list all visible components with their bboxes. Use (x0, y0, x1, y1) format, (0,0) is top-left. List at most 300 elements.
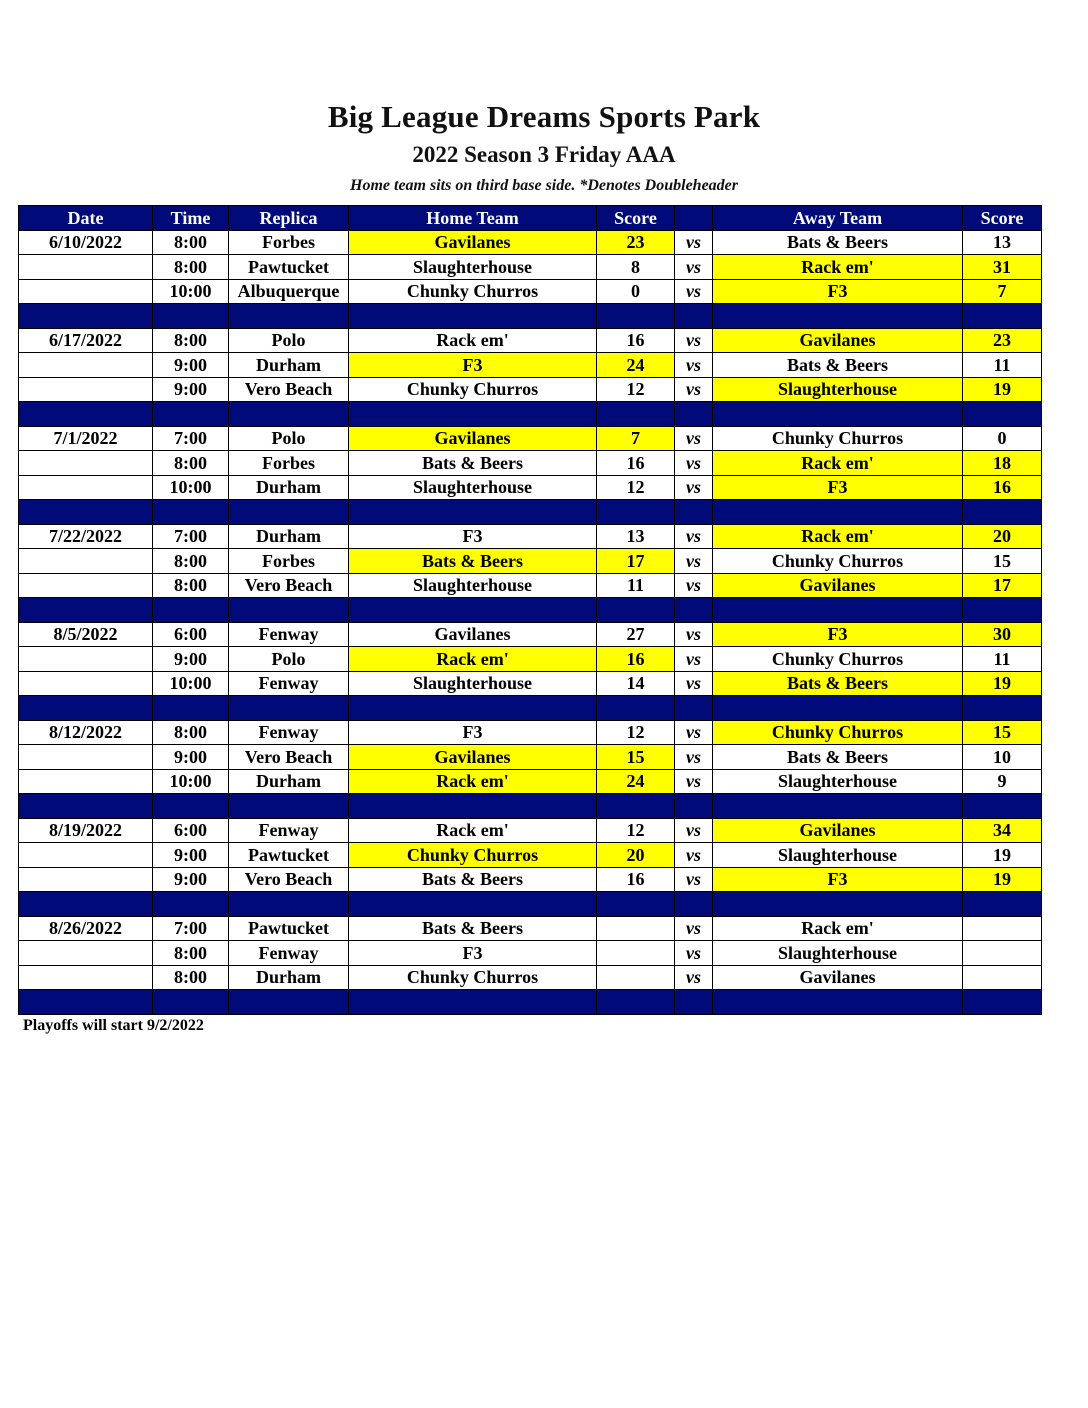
vs-cell: vs (675, 965, 713, 990)
week-separator-row (19, 304, 1042, 329)
column-header-home-team: Home Team (349, 206, 597, 231)
week-separator-row (19, 402, 1042, 427)
away-score-cell: 16 (963, 475, 1042, 500)
table-row (19, 328, 1042, 353)
date-cell: 6/10/2022 (19, 230, 153, 255)
away-team-cell: Gavilanes (713, 328, 963, 353)
schedule-body (19, 230, 1042, 1014)
table-row (19, 818, 1042, 843)
separator-cell (19, 892, 153, 917)
vs-cell: vs (675, 573, 713, 598)
table-row (19, 230, 1042, 255)
home-score-cell (597, 965, 675, 990)
home-team-cell: F3 (349, 353, 597, 378)
vs-cell: vs (675, 941, 713, 966)
home-team-cell: Chunky Churros (349, 843, 597, 868)
time-cell: 8:00 (153, 573, 229, 598)
separator-cell (229, 402, 349, 427)
separator-cell (675, 304, 713, 329)
schedule-table (18, 205, 1042, 1015)
vs-cell: vs (675, 328, 713, 353)
separator-cell (19, 598, 153, 623)
time-cell: 7:00 (153, 524, 229, 549)
column-header-date: Date (19, 206, 153, 231)
away-score-cell: 11 (963, 353, 1042, 378)
separator-cell (963, 696, 1042, 721)
separator-cell (713, 696, 963, 721)
away-team-cell: Slaughterhouse (713, 769, 963, 794)
separator-cell (19, 500, 153, 525)
away-score-cell: 17 (963, 573, 1042, 598)
home-team-cell: Rack em' (349, 769, 597, 794)
replica-cell: Pawtucket (229, 843, 349, 868)
separator-cell (963, 598, 1042, 623)
replica-cell: Vero Beach (229, 867, 349, 892)
time-cell: 8:00 (153, 941, 229, 966)
home-score-cell: 11 (597, 573, 675, 598)
schedule-note: Home team sits on third base side. *Denotes Doubleheader (350, 177, 738, 194)
replica-cell: Albuquerque (229, 279, 349, 304)
replica-cell: Polo (229, 328, 349, 353)
date-cell (19, 475, 153, 500)
separator-cell (19, 696, 153, 721)
away-score-cell: 15 (963, 720, 1042, 745)
home-score-cell (597, 916, 675, 941)
table-row (19, 377, 1042, 402)
away-score-cell: 7 (963, 279, 1042, 304)
home-score-cell: 13 (597, 524, 675, 549)
away-team-cell: Bats & Beers (713, 745, 963, 770)
vs-cell: vs (675, 843, 713, 868)
separator-cell (675, 794, 713, 819)
home-team-cell: Rack em' (349, 818, 597, 843)
date-cell (19, 549, 153, 574)
table-row (19, 524, 1042, 549)
vs-cell: vs (675, 451, 713, 476)
replica-cell: Vero Beach (229, 377, 349, 402)
home-score-cell: 12 (597, 377, 675, 402)
separator-cell (349, 500, 597, 525)
separator-cell (963, 304, 1042, 329)
home-score-cell: 12 (597, 720, 675, 745)
separator-cell (19, 794, 153, 819)
time-cell: 9:00 (153, 843, 229, 868)
time-cell: 8:00 (153, 451, 229, 476)
away-team-cell: Chunky Churros (713, 647, 963, 672)
home-team-cell: Chunky Churros (349, 965, 597, 990)
date-cell (19, 843, 153, 868)
time-cell: 8:00 (153, 255, 229, 280)
home-team-cell: Slaughterhouse (349, 255, 597, 280)
page-title: Big League Dreams Sports Park (327, 99, 761, 134)
table-row (19, 622, 1042, 647)
separator-cell (713, 500, 963, 525)
vs-cell: vs (675, 230, 713, 255)
date-cell (19, 965, 153, 990)
date-cell (19, 769, 153, 794)
separator-cell (349, 304, 597, 329)
away-team-cell: Chunky Churros (713, 720, 963, 745)
table-row (19, 867, 1042, 892)
time-cell: 7:00 (153, 916, 229, 941)
table-row (19, 769, 1042, 794)
away-team-cell: Bats & Beers (713, 353, 963, 378)
date-cell: 8/12/2022 (19, 720, 153, 745)
separator-cell (675, 402, 713, 427)
away-score-cell: 18 (963, 451, 1042, 476)
playoffs-note: Playoffs will start 9/2/2022 (23, 1017, 204, 1034)
home-team-cell: Rack em' (349, 328, 597, 353)
separator-cell (713, 402, 963, 427)
away-score-cell (963, 965, 1042, 990)
week-separator-row (19, 794, 1042, 819)
home-score-cell: 24 (597, 769, 675, 794)
home-team-cell: Chunky Churros (349, 377, 597, 402)
separator-cell (963, 990, 1042, 1015)
home-team-cell: Slaughterhouse (349, 671, 597, 696)
home-team-cell: Chunky Churros (349, 279, 597, 304)
separator-cell (675, 598, 713, 623)
separator-cell (675, 696, 713, 721)
separator-cell (963, 402, 1042, 427)
table-row (19, 671, 1042, 696)
vs-cell: vs (675, 647, 713, 672)
replica-cell: Polo (229, 426, 349, 451)
away-score-cell: 10 (963, 745, 1042, 770)
page-subtitle: 2022 Season 3 Friday AAA (412, 142, 676, 167)
separator-cell (153, 304, 229, 329)
time-cell: 10:00 (153, 475, 229, 500)
table-row (19, 965, 1042, 990)
away-score-cell: 13 (963, 230, 1042, 255)
date-cell (19, 451, 153, 476)
table-row (19, 255, 1042, 280)
home-score-cell: 7 (597, 426, 675, 451)
time-cell: 6:00 (153, 818, 229, 843)
vs-cell: vs (675, 867, 713, 892)
away-score-cell: 20 (963, 524, 1042, 549)
separator-cell (19, 990, 153, 1015)
separator-cell (349, 990, 597, 1015)
date-cell: 6/17/2022 (19, 328, 153, 353)
away-score-cell: 11 (963, 647, 1042, 672)
separator-cell (713, 794, 963, 819)
date-cell (19, 255, 153, 280)
away-team-cell: Rack em' (713, 524, 963, 549)
time-cell: 10:00 (153, 279, 229, 304)
separator-cell (713, 304, 963, 329)
home-score-cell (597, 941, 675, 966)
home-score-cell: 16 (597, 867, 675, 892)
vs-cell: vs (675, 769, 713, 794)
replica-cell: Forbes (229, 549, 349, 574)
away-score-cell: 23 (963, 328, 1042, 353)
separator-cell (597, 500, 675, 525)
home-score-cell: 15 (597, 745, 675, 770)
away-team-cell: Slaughterhouse (713, 843, 963, 868)
time-cell: 8:00 (153, 720, 229, 745)
separator-cell (675, 500, 713, 525)
away-team-cell: F3 (713, 475, 963, 500)
time-cell: 9:00 (153, 745, 229, 770)
home-score-cell: 23 (597, 230, 675, 255)
vs-cell: vs (675, 818, 713, 843)
replica-cell: Pawtucket (229, 255, 349, 280)
away-score-cell: 34 (963, 818, 1042, 843)
home-score-cell: 24 (597, 353, 675, 378)
home-team-cell: Gavilanes (349, 426, 597, 451)
home-score-cell: 16 (597, 647, 675, 672)
separator-cell (229, 696, 349, 721)
time-cell: 9:00 (153, 377, 229, 402)
separator-cell (963, 794, 1042, 819)
separator-cell (229, 892, 349, 917)
week-separator-row (19, 696, 1042, 721)
separator-cell (597, 304, 675, 329)
replica-cell: Durham (229, 769, 349, 794)
separator-cell (229, 500, 349, 525)
separator-cell (597, 598, 675, 623)
vs-cell: vs (675, 622, 713, 647)
replica-cell: Durham (229, 475, 349, 500)
date-cell (19, 377, 153, 402)
separator-cell (349, 402, 597, 427)
separator-cell (713, 598, 963, 623)
week-separator-row (19, 990, 1042, 1015)
replica-cell: Vero Beach (229, 745, 349, 770)
time-cell: 9:00 (153, 647, 229, 672)
column-header-time: Time (153, 206, 229, 231)
vs-cell: vs (675, 475, 713, 500)
replica-cell: Fenway (229, 720, 349, 745)
replica-cell: Durham (229, 353, 349, 378)
vs-cell: vs (675, 720, 713, 745)
separator-cell (349, 794, 597, 819)
column-header-away-team: Away Team (713, 206, 963, 231)
time-cell: 7:00 (153, 426, 229, 451)
away-score-cell: 19 (963, 867, 1042, 892)
date-cell (19, 867, 153, 892)
away-team-cell: F3 (713, 279, 963, 304)
date-cell: 8/19/2022 (19, 818, 153, 843)
home-score-cell: 8 (597, 255, 675, 280)
away-score-cell: 19 (963, 377, 1042, 402)
date-cell: 8/5/2022 (19, 622, 153, 647)
table-header-row (19, 206, 1042, 231)
table-row (19, 279, 1042, 304)
away-team-cell: Gavilanes (713, 818, 963, 843)
separator-cell (597, 892, 675, 917)
away-score-cell: 30 (963, 622, 1042, 647)
home-score-cell: 0 (597, 279, 675, 304)
home-score-cell: 20 (597, 843, 675, 868)
home-team-cell: Bats & Beers (349, 867, 597, 892)
home-team-cell: Bats & Beers (349, 916, 597, 941)
separator-cell (597, 990, 675, 1015)
time-cell: 9:00 (153, 353, 229, 378)
separator-cell (153, 402, 229, 427)
table-row (19, 941, 1042, 966)
separator-cell (349, 892, 597, 917)
vs-cell: vs (675, 524, 713, 549)
separator-cell (349, 696, 597, 721)
time-cell: 9:00 (153, 867, 229, 892)
vs-cell: vs (675, 353, 713, 378)
separator-cell (153, 794, 229, 819)
home-team-cell: Gavilanes (349, 745, 597, 770)
replica-cell: Durham (229, 965, 349, 990)
home-team-cell: Slaughterhouse (349, 475, 597, 500)
week-separator-row (19, 598, 1042, 623)
date-cell: 8/26/2022 (19, 916, 153, 941)
week-separator-row (19, 892, 1042, 917)
home-score-cell: 27 (597, 622, 675, 647)
time-cell: 10:00 (153, 671, 229, 696)
replica-cell: Fenway (229, 818, 349, 843)
replica-cell: Fenway (229, 622, 349, 647)
time-cell: 10:00 (153, 769, 229, 794)
separator-cell (153, 696, 229, 721)
separator-cell (675, 892, 713, 917)
replica-cell: Fenway (229, 941, 349, 966)
time-cell: 8:00 (153, 328, 229, 353)
home-team-cell: F3 (349, 524, 597, 549)
separator-cell (597, 696, 675, 721)
replica-cell: Polo (229, 647, 349, 672)
time-cell: 8:00 (153, 230, 229, 255)
separator-cell (229, 990, 349, 1015)
away-team-cell: Chunky Churros (713, 549, 963, 574)
column-header-away-score: Score (963, 206, 1042, 231)
away-team-cell: Gavilanes (713, 573, 963, 598)
away-score-cell (963, 941, 1042, 966)
column-header-replica: Replica (229, 206, 349, 231)
separator-cell (153, 990, 229, 1015)
replica-cell: Forbes (229, 451, 349, 476)
away-team-cell: Rack em' (713, 451, 963, 476)
separator-cell (963, 500, 1042, 525)
away-team-cell: Bats & Beers (713, 230, 963, 255)
home-score-cell: 16 (597, 451, 675, 476)
away-team-cell: F3 (713, 622, 963, 647)
separator-cell (713, 892, 963, 917)
table-row (19, 451, 1042, 476)
home-score-cell: 16 (597, 328, 675, 353)
home-team-cell: Rack em' (349, 647, 597, 672)
away-team-cell: Rack em' (713, 916, 963, 941)
replica-cell: Pawtucket (229, 916, 349, 941)
time-cell: 6:00 (153, 622, 229, 647)
table-row (19, 720, 1042, 745)
table-row (19, 549, 1042, 574)
week-separator-row (19, 500, 1042, 525)
table-row (19, 916, 1042, 941)
vs-cell: vs (675, 377, 713, 402)
home-team-cell: Gavilanes (349, 230, 597, 255)
vs-cell: vs (675, 916, 713, 941)
away-team-cell: Bats & Beers (713, 671, 963, 696)
home-score-cell: 12 (597, 818, 675, 843)
column-header-home-score: Score (597, 206, 675, 231)
away-team-cell: Slaughterhouse (713, 377, 963, 402)
time-cell: 8:00 (153, 965, 229, 990)
table-row (19, 647, 1042, 672)
table-row (19, 843, 1042, 868)
date-cell: 7/1/2022 (19, 426, 153, 451)
separator-cell (229, 598, 349, 623)
away-team-cell: F3 (713, 867, 963, 892)
home-score-cell: 17 (597, 549, 675, 574)
separator-cell (597, 794, 675, 819)
vs-cell: vs (675, 279, 713, 304)
home-team-cell: F3 (349, 720, 597, 745)
replica-cell: Durham (229, 524, 349, 549)
away-team-cell: Gavilanes (713, 965, 963, 990)
home-team-cell: Slaughterhouse (349, 573, 597, 598)
date-cell (19, 745, 153, 770)
column-header-vs (675, 206, 713, 231)
separator-cell (153, 598, 229, 623)
replica-cell: Fenway (229, 671, 349, 696)
vs-cell: vs (675, 745, 713, 770)
vs-cell: vs (675, 671, 713, 696)
away-score-cell: 9 (963, 769, 1042, 794)
home-score-cell: 12 (597, 475, 675, 500)
date-cell: 7/22/2022 (19, 524, 153, 549)
separator-cell (19, 304, 153, 329)
home-team-cell: F3 (349, 941, 597, 966)
home-team-cell: Bats & Beers (349, 549, 597, 574)
away-score-cell: 15 (963, 549, 1042, 574)
separator-cell (713, 990, 963, 1015)
table-row (19, 745, 1042, 770)
separator-cell (963, 892, 1042, 917)
home-team-cell: Gavilanes (349, 622, 597, 647)
date-cell (19, 941, 153, 966)
table-row (19, 426, 1042, 451)
away-team-cell: Chunky Churros (713, 426, 963, 451)
vs-cell: vs (675, 255, 713, 280)
separator-cell (229, 794, 349, 819)
separator-cell (19, 402, 153, 427)
time-cell: 8:00 (153, 549, 229, 574)
date-cell (19, 353, 153, 378)
away-score-cell: 19 (963, 843, 1042, 868)
away-score-cell: 0 (963, 426, 1042, 451)
away-team-cell: Rack em' (713, 255, 963, 280)
separator-cell (675, 990, 713, 1015)
separator-cell (153, 500, 229, 525)
vs-cell: vs (675, 549, 713, 574)
home-team-cell: Bats & Beers (349, 451, 597, 476)
date-cell (19, 573, 153, 598)
away-score-cell: 31 (963, 255, 1042, 280)
separator-cell (349, 598, 597, 623)
date-cell (19, 647, 153, 672)
replica-cell: Forbes (229, 230, 349, 255)
away-team-cell: Slaughterhouse (713, 941, 963, 966)
separator-cell (597, 402, 675, 427)
away-score-cell: 19 (963, 671, 1042, 696)
replica-cell: Vero Beach (229, 573, 349, 598)
date-cell (19, 671, 153, 696)
table-row (19, 353, 1042, 378)
vs-cell: vs (675, 426, 713, 451)
separator-cell (153, 892, 229, 917)
table-row (19, 475, 1042, 500)
home-score-cell: 14 (597, 671, 675, 696)
table-row (19, 573, 1042, 598)
